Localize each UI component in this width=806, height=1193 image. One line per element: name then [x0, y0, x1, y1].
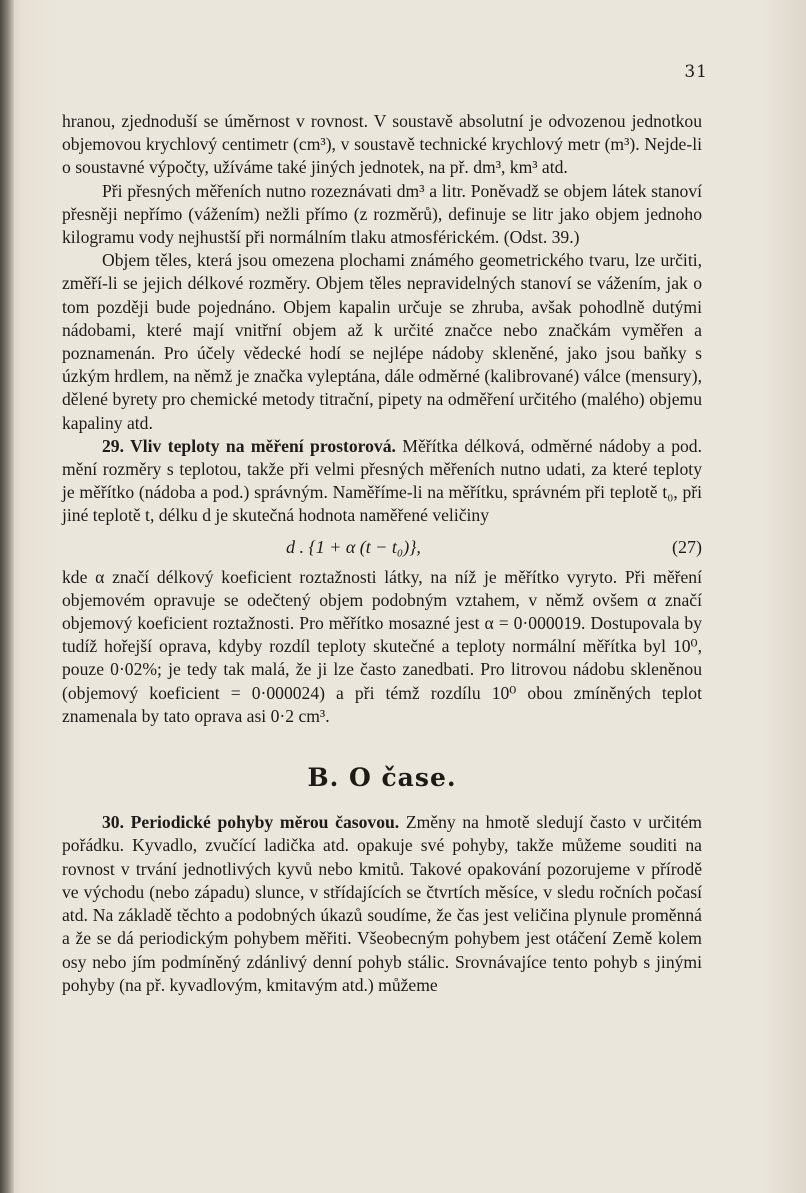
paragraph-3: Objem těles, která jsou omezena plochami známého geometrického tvaru, lze určiti, změří-li se jejich délkové rozměry. Objem těles nepravidelných stanoví se vážením, jak o tom později bude pojednáno. Objem kapalin určuje se zhruba, avšak pohodlně dutými nádobami, které mají vnitřní objem až k určité značce nebo značkám vyměřen a poznamenán. Pro účely vědecké hodí se nejlépe nádoby skleněné, jako jsou baňky s úzkým hrdlem, na němž je značka vyleptána, dále odměrné (kalibrované) válce (mensury), dělené byrety pro chemické metody titrační, pipety na odměření určitého (malého) objemu kapaliny atd.	[62, 250, 702, 433]
page-number: 31	[684, 62, 708, 82]
section-30	[62, 811, 702, 997]
formula-expression: d . {1 + α (t − t₀)},	[286, 536, 421, 557]
formula-number: (27)	[672, 536, 702, 557]
paragraph-1: hranou, zjednoduší se úměrnost v rovnost. V soustavě absolutní je odvozenou jednotkou objemovou krychlový centimetr (cm³), v soustavě technické krychlový metr (m³). Nejde-li o soustavné výpočty, užíváme také jiných jednotek, na př. dm³, km³ atd.	[62, 111, 702, 178]
paragraph-2: Při přesných měřeních nutno rozeznávati dm³ a litr. Poněvadž se objem látek stanoví přesněji nepřímo (vážením) nežli přímo (z rozměrů), definuje se litr jako objem jednoho kilogramu vody nejhustší při normálním tlaku atmosférickém. (Odst. 39.)	[62, 180, 702, 248]
body-text	[62, 110, 702, 997]
formula-27	[62, 530, 702, 566]
section-30-text: Změny na hmotě sledují často v určitém pořádku. Kyvadlo, zvučící ladička atd. opakuje své pohyby, takže můžeme souditi na rovnost v trvání jednotlivých kyvů nebo kmitů. Takové opakování pozorujeme v přírodě ve východu (nebo západu) slunce, v střídajících se čtvrtích měsíce, v sledu ročních počasí atd. Na základě těchto a podobných úkazů soudíme, že čas jest veličina plynule proměnná a že se dá periodickým pohybem měřiti. Všeobecným pohybem jest otáčení Země kolem osy nebo jím podmíněný zdánlivý denní pohyb stálic. Srovnávajíce tento pohyb s jinými pohyby (na př. kyvadlovým, kmitavým atd.) můžeme	[62, 812, 702, 995]
section-29-text: Měřítka délková, odměrné nádoby a pod. mění rozměry s teplotou, takže při velmi přesných měřeních nutno udati, za které teploty je měřítko (nádoba a pod.) správným. Naměříme-li na měřítku, správném při teplotě t₀, při jiné teplotě t, délku d je skutečná hodnota naměřené veličiny	[62, 435, 702, 526]
section-b-heading: B. O čase.	[307, 763, 457, 793]
section-30-heading: 30. Periodické pohyby měrou časovou.	[102, 812, 400, 833]
page-binding-shadow	[0, 0, 14, 1193]
section-29-continuation: kde α značí délkový koeficient roztažnosti látky, na níž je měřítko vyryto. Při měření objemovém opravuje se odečtený objem podobným vztahem, v němž ovšem α značí objemový koeficient roztažnosti. Pro měřítko mosazné jest α = 0·000019. Dostupovala by tudíž hořejší oprava, kdyby rozdíl teploty skutečné a teploty normální měřítka byl 10⁰, pouze 0·02%; je tedy tak malá, že ji lze často zanedbati. Pro litrovou nádobu skleněnou (objemový koeficient = 0·000024) a při témž rozdílu 10⁰ obou zmíněných teplot znamenala by tato oprava asi 0·2 cm³.	[62, 566, 702, 726]
section-29	[62, 435, 702, 528]
section-29-heading: 29. Vliv teploty na měření prostorová.	[102, 435, 396, 456]
